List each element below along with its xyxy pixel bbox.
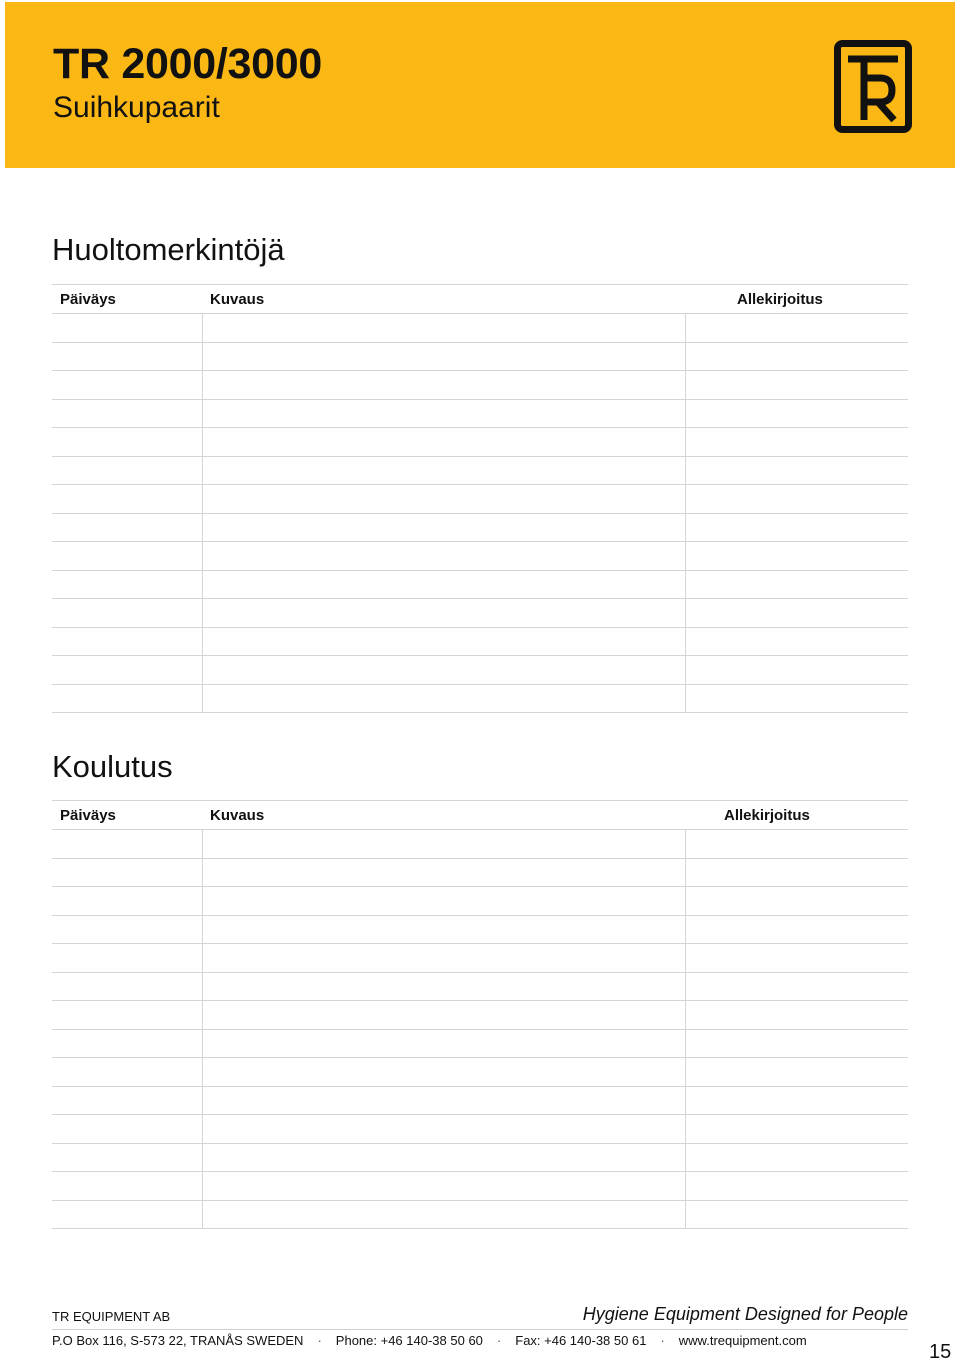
description-cell[interactable] xyxy=(202,1001,685,1030)
column-header-description: Kuvaus xyxy=(202,285,685,314)
signature-cell[interactable] xyxy=(685,314,908,343)
description-cell[interactable] xyxy=(202,371,685,400)
column-header-date: Päiväys xyxy=(52,801,202,830)
signature-cell[interactable] xyxy=(685,485,908,514)
table-row xyxy=(52,887,908,916)
table-row xyxy=(52,1086,908,1115)
description-cell[interactable] xyxy=(202,915,685,944)
description-cell[interactable] xyxy=(202,684,685,713)
document-title: TR 2000/3000 xyxy=(53,40,322,88)
signature-cell[interactable] xyxy=(685,1200,908,1229)
description-cell[interactable] xyxy=(202,972,685,1001)
description-cell[interactable] xyxy=(202,1029,685,1058)
description-cell[interactable] xyxy=(202,428,685,457)
maintenance-heading: Huoltomerkintöjä xyxy=(52,232,285,267)
date-cell[interactable] xyxy=(52,627,202,656)
footer-company-name: TR EQUIPMENT AB xyxy=(52,1309,171,1324)
table-row xyxy=(52,915,908,944)
date-cell[interactable] xyxy=(52,684,202,713)
footer-separator: · xyxy=(660,1333,665,1348)
table-row xyxy=(52,485,908,514)
signature-cell[interactable] xyxy=(685,1143,908,1172)
date-cell[interactable] xyxy=(52,399,202,428)
signature-cell[interactable] xyxy=(685,542,908,571)
maintenance-rows xyxy=(52,314,908,713)
signature-cell[interactable] xyxy=(685,830,908,859)
table-row xyxy=(52,456,908,485)
table-row xyxy=(52,542,908,571)
table-row xyxy=(52,1001,908,1030)
table-header-row xyxy=(52,285,908,314)
description-cell[interactable] xyxy=(202,542,685,571)
training-rows xyxy=(52,830,908,1229)
date-cell[interactable] xyxy=(52,456,202,485)
signature-cell[interactable] xyxy=(685,1086,908,1115)
date-cell[interactable] xyxy=(52,570,202,599)
date-cell[interactable] xyxy=(52,1200,202,1229)
description-cell[interactable] xyxy=(202,1058,685,1087)
description-cell[interactable] xyxy=(202,1115,685,1144)
date-cell[interactable] xyxy=(52,858,202,887)
table-row xyxy=(52,1115,908,1144)
description-cell[interactable] xyxy=(202,342,685,371)
signature-cell[interactable] xyxy=(685,599,908,628)
table-row xyxy=(52,428,908,457)
signature-cell[interactable] xyxy=(685,1058,908,1087)
footer-separator: · xyxy=(496,1333,502,1348)
date-cell[interactable] xyxy=(52,1143,202,1172)
table-row xyxy=(52,1058,908,1087)
signature-cell[interactable] xyxy=(685,570,908,599)
date-cell[interactable] xyxy=(52,1086,202,1115)
description-cell[interactable] xyxy=(202,656,685,685)
signature-cell[interactable] xyxy=(685,428,908,457)
description-cell[interactable] xyxy=(202,314,685,343)
date-cell[interactable] xyxy=(52,1115,202,1144)
signature-cell[interactable] xyxy=(685,1115,908,1144)
date-cell[interactable] xyxy=(52,599,202,628)
table-row xyxy=(52,513,908,542)
date-cell[interactable] xyxy=(52,428,202,457)
signature-cell[interactable] xyxy=(685,1001,908,1030)
description-cell[interactable] xyxy=(202,1143,685,1172)
description-cell[interactable] xyxy=(202,830,685,859)
table-row xyxy=(52,570,908,599)
date-cell[interactable] xyxy=(52,485,202,514)
table-row xyxy=(52,342,908,371)
description-cell[interactable] xyxy=(202,1086,685,1115)
signature-cell[interactable] xyxy=(685,456,908,485)
date-cell[interactable] xyxy=(52,944,202,973)
date-cell[interactable] xyxy=(52,656,202,685)
date-cell[interactable] xyxy=(52,314,202,343)
date-cell[interactable] xyxy=(52,972,202,1001)
description-cell[interactable] xyxy=(202,1200,685,1229)
signature-cell[interactable] xyxy=(685,1029,908,1058)
table-row xyxy=(52,627,908,656)
signature-cell[interactable] xyxy=(685,342,908,371)
description-cell[interactable] xyxy=(202,887,685,916)
footer-fax: Fax: +46 140-38 50 61 xyxy=(515,1333,647,1348)
table-row xyxy=(52,656,908,685)
description-cell[interactable] xyxy=(202,399,685,428)
signature-cell[interactable] xyxy=(685,915,908,944)
table-row xyxy=(52,1172,908,1201)
description-cell[interactable] xyxy=(202,570,685,599)
training-log-table xyxy=(52,800,908,1229)
date-cell[interactable] xyxy=(52,1001,202,1030)
signature-cell[interactable] xyxy=(685,858,908,887)
table-row xyxy=(52,314,908,343)
table-row xyxy=(52,830,908,859)
document-subtitle: Suihkupaarit xyxy=(53,91,220,124)
table-row xyxy=(52,371,908,400)
date-cell[interactable] xyxy=(52,513,202,542)
table-row xyxy=(52,599,908,628)
page-number: 15 xyxy=(929,1341,952,1363)
table-row xyxy=(52,684,908,713)
table-row xyxy=(52,1143,908,1172)
signature-cell[interactable] xyxy=(685,684,908,713)
description-cell[interactable] xyxy=(202,599,685,628)
footer-phone: Phone: +46 140-38 50 60 xyxy=(335,1333,483,1348)
signature-cell[interactable] xyxy=(685,627,908,656)
table-row xyxy=(52,944,908,973)
column-header-signature: Allekirjoitus xyxy=(685,801,908,830)
date-cell[interactable] xyxy=(52,830,202,859)
description-cell[interactable] xyxy=(202,513,685,542)
signature-cell[interactable] xyxy=(685,944,908,973)
date-cell[interactable] xyxy=(52,915,202,944)
signature-cell[interactable] xyxy=(685,399,908,428)
date-cell[interactable] xyxy=(52,887,202,916)
signature-cell[interactable] xyxy=(685,887,908,916)
table-row xyxy=(52,858,908,887)
signature-cell[interactable] xyxy=(685,513,908,542)
header-banner xyxy=(5,2,955,168)
signature-cell[interactable] xyxy=(685,972,908,1001)
training-heading: Koulutus xyxy=(52,749,173,784)
signature-cell[interactable] xyxy=(685,371,908,400)
footer-address: P.O Box 116, S-573 22, TRANÅS SWEDEN xyxy=(52,1333,304,1348)
column-header-signature: Allekirjoitus xyxy=(685,285,908,314)
date-cell[interactable] xyxy=(52,1058,202,1087)
column-header-date: Päiväys xyxy=(52,285,202,314)
footer-contact-line xyxy=(52,1333,807,1348)
description-cell[interactable] xyxy=(202,1172,685,1201)
date-cell[interactable] xyxy=(52,542,202,571)
footer-divider xyxy=(52,1329,908,1330)
date-cell[interactable] xyxy=(52,1172,202,1201)
table-row xyxy=(52,1029,908,1058)
date-cell[interactable] xyxy=(52,371,202,400)
date-cell[interactable] xyxy=(52,1029,202,1058)
table-row xyxy=(52,972,908,1001)
description-cell[interactable] xyxy=(202,858,685,887)
column-header-description: Kuvaus xyxy=(202,801,685,830)
table-header-row xyxy=(52,801,908,830)
footer-website-link[interactable]: www.trequipment.com xyxy=(678,1333,807,1348)
date-cell[interactable] xyxy=(52,342,202,371)
description-cell[interactable] xyxy=(202,944,685,973)
table-row xyxy=(52,1200,908,1229)
description-cell[interactable] xyxy=(202,485,685,514)
description-cell[interactable] xyxy=(202,627,685,656)
description-cell[interactable] xyxy=(202,456,685,485)
footer-slogan: Hygiene Equipment Designed for People xyxy=(582,1304,908,1324)
signature-cell[interactable] xyxy=(685,656,908,685)
table-row xyxy=(52,399,908,428)
tr-logo-icon xyxy=(834,40,912,133)
maintenance-log-table xyxy=(52,284,908,713)
signature-cell[interactable] xyxy=(685,1172,908,1201)
footer-separator: · xyxy=(317,1333,322,1348)
